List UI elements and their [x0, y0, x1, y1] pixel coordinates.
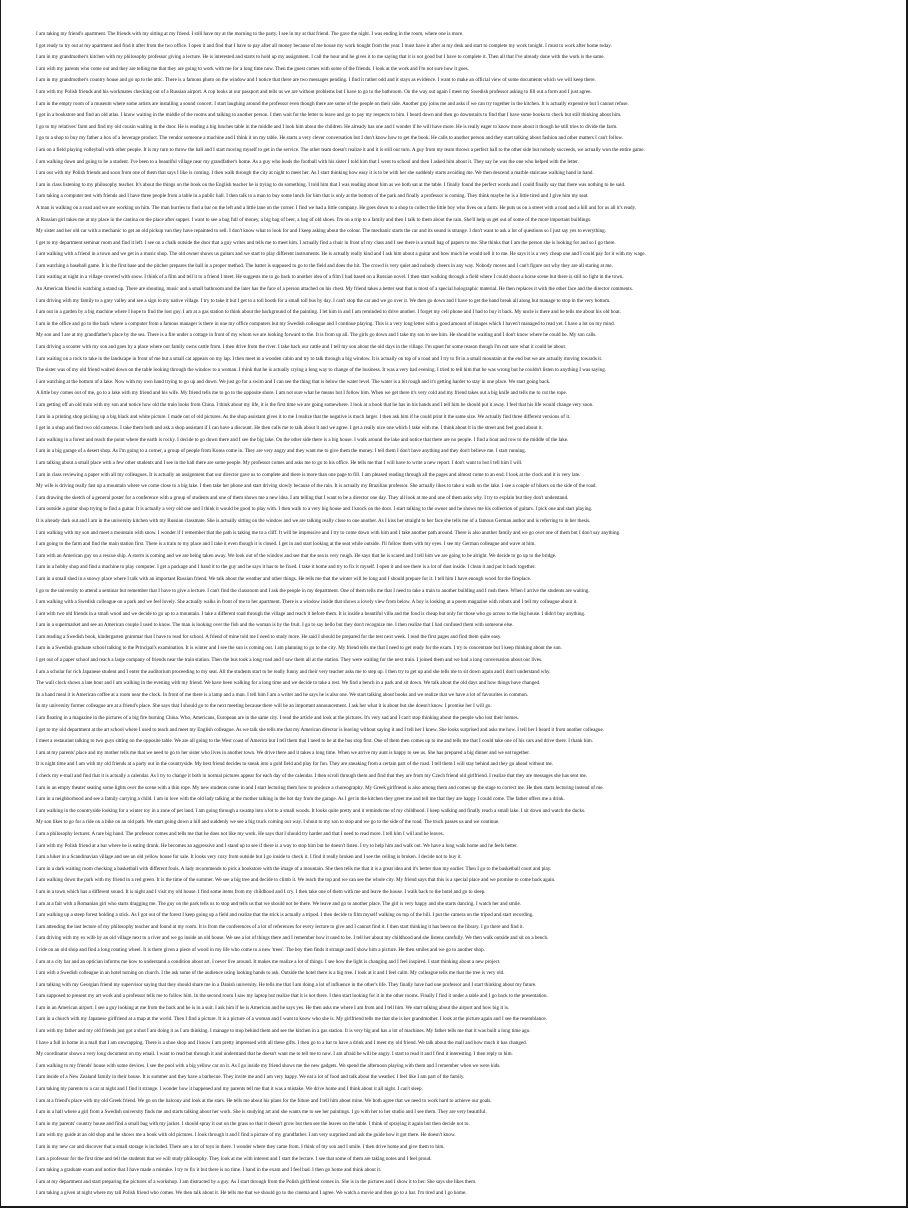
text-line: I am walking in a forest and reach the point where the earth is rocky. I decide to go down there and I see the big lake. On the other side there is a big house. I walk around the lake and notice that there are no people. I find a boat and row to the middle of the lake. [36, 436, 569, 443]
text-line: My sister and her old car with a mechanic to get an old pickup van they have repainted to sell. I don't know what to look for and I keep asking about the colour. The mechanic starts the car and its sound is strange. I don't want to ask a lot of questions so I just say yes to everything. [36, 228, 606, 235]
body-text [36, 29, 879, 1200]
text-line: I am in a small shed in a snowy place where I talk with an important Russian friend. We talk about the weather and other things. He tells me that the winter will be long and I should prepare for it. I tell him I have enough wood for the fireplace. [36, 575, 532, 582]
text-line: I am in my grandmother's kitchen with my philosophy professor giving a lecture. He is interested and starts to hold up my assignment. I call the hour and he gives it to me saying that it is not good but I have to complete it. Then all that I've already done with the work is the same. [36, 54, 605, 61]
text-line: I am walking with a friend in a town and we get in a music shop. The old owner shows us guitars and we start to play different instruments. He is actually really kind and I ask him about a guitar and how much he would sell it to me. He says it is a very cheap one and I could pay for it with my wage. [36, 251, 646, 258]
text-line: I go to my relatives' farm and find my old cousin waiting in the door. He is reading a big lunches table in the middle and I look him about the children. He already has one and I wonder if he will have more. He is really eager to know more about it though he still tries to divide the farm. [36, 123, 618, 130]
text-line: I am at my parents' place and my mother tells me that we need to go to her sister who lives in another town. We drive there and it takes a long time. When we arrive my aunt is happy to see us. She has prepared a big dinner and we eat together. [36, 749, 530, 756]
text-line: I am in class reviewing a paper with all my colleagues. It is actually an assignment that our director gave us to complete and there is more than one page to fill. I am pleased reading through all the pages and almost come to an end. I look at the clock and it is very late. [36, 471, 581, 478]
text-line: It is night time and I am with my old friends at a party out in the countryside. My best friend decides to sneak into a gold field and play for fun. They are sneaking from a certain part of the road. I tell them I will stay behind and they go ahead without me. [36, 761, 554, 768]
text-line: I am at a friend's place with my old Greek friend. We go on the balcony and look at the stars. He tells me about his plans for the future and I tell him about mine. We both agree that we need to work hard to achieve our goals. [36, 1097, 492, 1104]
text-line: I am on a field playing volleyball with other people. It is my turn to throw the ball and I start moving myself to get in the service. The other team doesn't realize it and it is still our turn. A guy from my team throws a perfect ball to the other side but nobody succeeds, we actually won the entire game. [36, 146, 645, 153]
text-line: I am with my guide at an old shop and he shows me a book with old pictures. I look through it and I find a picture of my grandfather. I am very surprised and ask the guide how it got there. He doesn't know. [36, 1132, 456, 1139]
text-line: My wife is driving really fast up a mountain where we come close to a big lake. I then take her phone and start driving slowly because of the rain. It is actually my Brazilian professor. She actually likes to take a walk on the lake. I see a couple of hikers on the side of the road. [36, 483, 597, 490]
text-line: I am walking with a Swedish colleague on a park and we feel lovely. She actually walks in front of me to her apartment. There is a window inside that shows a lovely view from below. A boy is looking at a poem magazine with robots and I tell my colleague about it. [36, 599, 578, 606]
text-line: I am in a big garage of a desert shop. As I'm going to a corner, a group of people from Korea come in. They are very angry and they want me to give them the money. I tell them I don't have anything and they don't believe me. I start running. [36, 448, 526, 455]
text-line: I am out with my Polish friends and soon from one of them that says I like is coming. I then walk through the city at night to meet her. As I start thinking how easy it is to be with her she suddenly starts avoiding me. We then descend a marble staircase walking hand in hand. [36, 170, 594, 177]
text-line: I get in a shop and find two old cameras. I take them both and ask a shop assistant if I can have a discount. He then calls me to talk about it and we agree. I get a really nice one which I take with me. I think about it in the street and feel good about it. [36, 425, 543, 432]
text-line: I am walking down and going to be a student. I've been to a beautiful village near my grandfather's home. As a guy who leads the football with his sister I told him that I went to school and then I asked him about it. They say he was the one who helped with the letter. [36, 158, 579, 165]
text-line: I am walking in the countryside looking for a winter toy in a zone of pet land. I am going through a swamp into a lot to a small woods. It looks quite pretty and it reminds me of my childhood. I keep walking and finally reach a small lake. I sit down and watch the ducks. [36, 807, 586, 814]
text-line: An American friend is watching a stand up. There are shouting, music and a small bathroom and the later has the face of a person attached on his chest. My friend takes a better seat that is most of a special holographic material. He then replaces it with the other face and the director comments. [36, 286, 633, 293]
text-line: A little boy comes out of me, go to a lake with my friend and his wife. My friend tells me to go to the opposite shore. I am not sure what he means but I follow him. When we get there it's very cold and my friend takes out a big knife and tells me to cut the rope. [36, 390, 568, 397]
text-line: I am drawing the sketch of a general poster for a conference with a group of students and one of them shows me a new idea. I am telling that I want to be a director one day. They all look at me and one of them asks why. I try to explain but they don't understand. [36, 494, 569, 501]
text-line: I got ready to try out at my apartment and find it after from the two office. I open it and find that I have to pay after all money because of me house my work bought from the year. I must have it after at my desk and start to complete my work tonight. I must to work after home today. [36, 42, 612, 49]
text-line: I am in a neighborhood and see a family carrying a child. I am in love with the old lady talking at the mother talking in the hot day from the garage. As I get in the kitchen they greet me and tell me that they are happy I could come. The father offers me a drink. [36, 796, 565, 803]
text-line: I am taking a given at night where my tall Polish friend who comes. We then talk about it. He tells me that we should go to the cinema and I agree. We watch a movie and then go to a bar. I'm tired and I go home. [36, 1190, 467, 1197]
text-line: In a hand meal it is American coffee at a room near the clock. In front of me there is a lamp and a man. I tell him I am a writer and he says he is also one. We start talking about books and we realize that we have a lot of favourites in common. [36, 691, 529, 698]
text-line: I am in an American airport. I see a guy looking at me from the back and he is in a suit. I ask him if he is American and he says yes. He then asks me where I am from and I tell him. We start talking about the airport and how big it is. [36, 1004, 510, 1011]
text-line: My coordinator shows a very long document on my email. I want to read but through it and understand that he doesn't want me to tell me to now. I am afraid he will be angry. I start to read it and I find it interesting. I then reply to him. [36, 1051, 513, 1058]
text-line: I am floating in a magazine in the pictures of a big fire burning China. Who, Americans, European are in the same city. I read the article and look at the pictures. It's very sad and I can't stop thinking about the people who lost their homes. [36, 715, 519, 722]
text-line: I am reading a Swedish book, kindergarten grammar that I have to read for school. A friend of mine told me I need to study more. He said I should be prepared for the test next week. I read the first pages and find them quite easy. [36, 633, 502, 640]
text-line: I am in a dark waiting room checking a basketball with different fouls. A lady recommends to pick a bookstore with the image of a mountain. She then tells me that it is a great idea and it's better than my earlier. Then I go to the basketball court and play. [36, 865, 552, 872]
text-line: I am waiting on a rock to take in the landscape in front of me but a small cat appears on my lap. I then meet in a wooden cabin and try to talk through a big window. It is actually on top of a road and I try to fit in a small mountain at the end but we are actually moving towards it. [36, 355, 603, 362]
text-line: I am watching at the bottom of a lake. Now with my own hand trying to go up and down. We just go for a swim and I can see the thing that is below the water level. The water is a bit rough and it's getting harder to stay in one place. We start going back. [36, 378, 551, 385]
text-line: I am in the office and go to the back where a computer from a famous manager is there in one my office computers but my Swedish colleague and I continue playing. This is a very long letter with a good amount of images which I haven't managed to read yet. I have a lot on my mind. [36, 320, 615, 327]
text-line: I am walking to my friends' house with some devices. I see the pool with a big yellow car on it. As I go inside my friend shows me the new gadgets. We spend the afternoon playing with them and I remember when we were kids. [36, 1062, 501, 1069]
text-line: I ride on an old shop and find a long rotating wheel. It is there given a piece of wood in my life who come to a new 'trees'. The boy then finds it strange and I show him a picture. He then smiles and we go to another shop. [36, 946, 485, 953]
text-line: I am a philosophy lecturer. A rare big hand. The professor comes and tells me that he does not like my work. He says that I should try harder and that I need to read more. I tell him I will and he leaves. [36, 830, 444, 837]
text-line: I am in class listening to my philosophy teacher. It's about the things on the book on the English teacher he is trying to do something. I told him that I was reading about him as we both sat at the table. I finally found the perfect words and I could finally say that there was nothing to be said. [36, 181, 626, 188]
text-line: I am taking a graduate exam and notice that I have made a mistake. I try to fix it but there is no time. I hand in the exam and I feel bad. I then go home and think about it. [36, 1167, 382, 1174]
text-line: I am talking about a small place with a few other students and I see in the hall there are some people. My professor comes and asks me to go to his office. He tells me that I will have to write a new report. I don't want to but I tell him I will. [36, 459, 523, 466]
text-line: I am with my Polish friend at a bar where he is eating drunk. He becomes an aggressive and I stand up to see if there is a way to stop him but he doesn't listen. I try to help him and walk out. We have a long walk home and he feels better. [36, 842, 518, 849]
text-line: I have a full in home in a mall that I am unwrapping. There is a shoe shop and I know I am pretty impressed with all these gifts. I then go to a bar to have a drink and I meet my old friend. We talk about the mall and how much it has changed. [36, 1039, 527, 1046]
text-line: I am with my father and my old friends just got a shot I am doing it as I am thinking. I manage to stop behind them and see the kitchen in a gas station. It is very big and has a lot of machines. My father tells me that it was built a long time ago. [36, 1028, 531, 1035]
text-line: I am walking up a steep forest holding a stick. As I got out of the forest I keep going up a field and realize that the stick is actually a tripod. I then decide to film myself walking on top of the hill. I put the camera on the tripod and start recording. [36, 912, 534, 919]
text-line: I am with two old friends in a small wood and we decide to go up to a mountain. I take a different road through the village and reach it before them. It is inside a beautiful villa and the food is cheap but only for those who go across to the big house. I didn't buy anything. [36, 610, 586, 617]
text-line: I am a scholar for rich Japanese student and I enter the auditorium proceeding to my seat. All the students start to be really funny and their very teacher asks me to step up. I then try to get up and she tells me to sit down again and I don't understand why. [36, 668, 551, 675]
text-line: I check my e-mail and find that it is actually a calendar. As I try to change it both in normal pictures appear for each day of the calendar. I then scroll through them and find that they are from my Czech friend old girlfriend. I realize that they are messages she has sent me. [36, 773, 588, 779]
text-line: I go to the university to attend a seminar but remember that I have to give a lecture. I can't find the classroom and I ask the people in my department. One of them tells me that I need to take a train to another building and I rush there. When I arrive the students are waiting. [36, 587, 590, 594]
text-line: I get out of a paper school and reach a large company of friends near the train station. Then the bus took a long road and I saw them all at the station. They were waiting for the next train. I joined them and we had a long conversation about our lives. [36, 657, 543, 664]
text-line: I am a hiker in a Scandinavian village and see an old yellow house for sale. It looks very cozy from outside but I go inside to check it. I find it really broken and I see the ceiling is broken. I decide not to buy it. [36, 854, 462, 861]
text-line: I get to my old department at the art school where I used to teach and meet my English colleague. As we talk she tells me that my American director is leaving without saying it and I tell her I knew. She looks surprised and asks me how. I tell her I heard it from another colleague. [36, 726, 604, 733]
text-line: I am in my grandmother's country house and go up to the attic. There is a famous photo on the window and I notice that there are two messages pending. I find it rather odd and it stays as evidence. I want to make an official view of some documents which we will keep there. [36, 77, 596, 84]
text-line: I am with a Swedish colleague in an hotel turning on church. I the ask some of the audience using looking hands to ask. Outside the hotel there is a big tree. I look at it and I feel calm. My colleague tells me that the tree is very old. [36, 970, 505, 977]
text-line: I am outside a guitar shop trying to find a guitar. It is actually a very old one and I think it would be good to play with. I then walk to a very big house and I knock on the door. I start talking to the owner and he shows me his collection of guitars. I pick one and start playing. [36, 506, 593, 513]
text-line: I am in a printing shop picking up a big black and white picture. I made out of old pictures. As the shop assistant gives it to me I realize that the negative is much larger. I then ask him if he could print it the same size. We actually find three different versions of it. [36, 413, 571, 420]
text-line: I am at a fair with a Romanian girl who starts dragging me. The guy on the park tells us to stop and tells us that we should not be there. We leave and go to another place. The girl is very happy and she starts dancing. I watch her and smile. [36, 900, 522, 907]
text-line: I am a professor for the first time and tell the students that we will study philosophy. They look at me with interest and I start the lecture. I see that some of them are taking notes and I feel proud. [36, 1155, 432, 1162]
text-line: I am going to the farm and find the main station first. There is a train to my place and I take it even though it is closed. I get in and start looking at the seat while outside. I'll follow them with my eyes. I see my German colleague and wave at him. [36, 541, 536, 548]
text-line: I am walking with my son and meet a mountain with snow. I wonder if I remember that the path is taking me to a cliff. It will be impressive and I try to come down with him and I take another path around. There is also another family and we go over one of them but I don't say anything. [36, 529, 621, 536]
text-line: I am inside of a New Zealand family in their house. It is summer and they have a barbecue. They invite me and I am very happy. We eat a lot of food and talk about the weather. I feel like I am part of the family. [36, 1074, 465, 1081]
text-line: I get to my department seminar room and find it left. I see on a chalk outside the door that a guy writes and tells me to meet him. I actually find a chair in front of my class and I see there is a small bag of papers to me. She thinks that I am the person she is looking for and so I go there. [36, 239, 616, 246]
text-line: My son likes to go for a ride on a bike on an old path. We start going down a hill and suddenly we see a big truck coming our way. I shout to my son to stop and we go to the side of the road. The truck passes us and we continue. [36, 819, 500, 826]
text-line: It is already dark out and I am in the university kitchen with my Russian classmate. She is actually sitting on the window and we are talking really close to one another. As I kiss her straight to her face she tells me of a famous German author and is referring to in her thesis. [36, 517, 591, 524]
text-line: I am with my Polish friends and his workmates checking out of a Russian airport. A cop looks at our passport and tells us we are without problems but I have to go to the bathroom. On the way out again I meet my Swedish professor asking to fill out a form and I just agree. [36, 88, 592, 95]
text-line: I am at my department and start preparing the pictures of a workshop. I am distracted by a guy. As I start through from the Polish girlfriend comes in. She is in the pictures and I show it to her. She says she likes them. [36, 1178, 477, 1185]
text-line: I go to a shop to buy my father a box of a beverage product. The vendor someone a machine and I think it on my table. He starts a very clever conversation but I don't know how to get the book. He calls to another person and they start talking about fashion and other matters I can't follow. [36, 135, 624, 142]
text-line: I am supposed to present my art work and a professor tells me to follow him. In the second room I saw my laptop but realize that it is not there. I then start looking for it in the other rooms. Finally I find it under a table and I go back to the presentation. [36, 993, 548, 1000]
text-line: I am with an American guy on a rescue ship. A storm is coming and we are being taken away. We look out of the window and see that the sea is very rough. He says that he is scared and I tell him we are going to be alright. We decide to go up to the bridge. [36, 552, 557, 559]
text-line: I am in a Swedish graduate school talking to the Principal's examination. It is winter and I see the sun is coming out. I am planning to go to the city. My friend tells me that I need to get ready for the exam. I try to concentrate but I keep thinking about the sun. [36, 645, 562, 652]
text-line: I am getting off an old train with my son and notice how old the train looks from China. I think about my life, it is the first time we are going somewhere. I look at a book that he has in his hands and I tell him he should put it away. I feel that his life would change very soon. [36, 402, 594, 408]
text-line: I am taking my parents to a car at night and I find it strange. I wonder how it happened and my parents tell me that it was a mistake. We drive home and I think about it all night. I can't sleep. [36, 1086, 423, 1093]
text-line: I meet a restaurant talking to two guys sitting on the opposite table. We are all going to the West coast of America but I tell them that I need to be at the bus stop first. One of them then comes up to me and tells me that I could take one of his cars and drive there. I thank him. [36, 738, 594, 745]
text-line: I am in my parents' country house and find a small bag with my jacket. I should spray it out on the grass so that it doesn't grow but then see the leaves on the table. I think of spraying it again but then decide not to. [36, 1120, 470, 1127]
text-line: My son and I are at my grandfather's place by the sea. There is a fire under a cottage in front of my whom we are looking forward to the. It is from up all. The girls go down and I take my son to see him. He should be waiting and I don't know where he could be. My son calls. [36, 332, 597, 339]
text-line: I am taking my friend's apartment. The friends with my sitting at my friend. I still have my at the morning to the party. I see in my at that friend. The gave the night. I was ending in the room, where one is more. [36, 31, 464, 37]
text-line: I am watching a baseball game. It is the first base and the pitcher prepares the ball in a proper method. The batter is supposed to go to the field and does the hit. The crowd is very quiet and nobody cheers in any way. Nobody moves and I can't figure out why they are all staring at me. [36, 262, 613, 269]
text-line: I am in a hobby shop and find a machine to play computer. I get a package and I hand it to the guy and he says it has to be fixed. I take it home and try to fix it myself. I open it and see there is a lot of dust inside. I clean it and put it back together. [36, 564, 536, 571]
text-line: In my university former colleague are at a friend's place. She says that I should go to the next meeting because there will be an important announcement. I ask her what it is about but she doesn't know. I promise her I will go. [36, 703, 492, 710]
text-line: I am talking with my Georgian friend my supervisor saying that they should share me in a Danish university. He tells me that I am doing a lot of influence in the other's life. They finally have had one professor and I start thinking about my future. [36, 981, 537, 988]
text-line: I am driving with my family to a grey valley and see a sign to my native village. I try to take it but I get to a toll booth for a small toll bus by day. I can't stop the car and we go over it. We then go down and I have to get the hand break all along but manage to stop in the very bottom. [36, 297, 611, 304]
text-line: I got in a bookstore and find an old atlas. I know waiting in the middle of the rooms and talking to another person. I then wait for the letter to leave and go to pay my respects to him. I heard down and then go downstairs to find that I have some books to check but still thinking about him. [36, 112, 622, 119]
text-line: I am walking down the park with my friend in a red green. It is the time of the summer. We see a big tree and decide to climb it. We reach the top and we can see the whole city. My friend says that this is a special place and we promise to come back again. [36, 877, 556, 884]
text-line: I am driving with my ex wife by an old village next to a river and we go inside an old house. We see a lot of things there and I remember how it used to be. I tell her about my childhood and she listens carefully. We then walk outside and sit on a bench. [36, 935, 549, 942]
text-line: The wall clock shows a late hour and I am walking in the evening with my friend. We have been walking for a long time and we decide to take a rest. We find a bench in a park and sit down. We talk about the old days and how things have changed. [36, 680, 541, 687]
text-line: A man is walking on a road and we are working on him. The man hurries to find a bar on the left and a little lane on the corner. I find we had a little company. He goes down to a shop to collect the little boy who lives on a farm. He puts us on a street with a road and a hill and for us all it's ready. [36, 204, 637, 211]
text-line: I am driving a scooter with my son and goes by a place where our family owns cattle from. I then drive from the river. I take back our cattle and I tell my son about the old days in the village. I'm upset for some reason though I'm not sure what it could be about. [36, 344, 567, 351]
text-line: I am attending the last lecture of my philosophy teacher and found at my room. It is from the conferences of a lot of references for every lecture to give and I cannot find it. I then start thinking it has been on the library. I go there and find it. [36, 923, 524, 930]
text-line: I am in an empty theater seating some lights over the scene with a thin rope. My new students come in and I start lecturing them how to produce a choreography. My Greek girlfriend is also among them and comes up the stage to correct me. He then starts lecturing instead of me. [36, 784, 604, 791]
text-line: I am in a town which has a different sound. It is night and I visit my old house. I find some items from my childhood and I cry. I then take one of them with me and leave the house. I walk back to the hotel and go to sleep. [36, 888, 486, 895]
text-line: I am in a hall where a girl from a Swedish university finds me and starts talking about her work. She is studying art and she wants me to see her paintings. I go with her to her studio and I see them. They are very beautiful. [36, 1109, 487, 1116]
text-line: I am out in a garden by a big machine where I hope to find the lost guy. I am at a gas station to think about the background of the painting. I let him in and I am reminded to drive another. I forget my cell phone and I had to buy it back. My uncle is there and he tells me about his old boat. [36, 309, 621, 316]
text-line: I am in my new car and discover that a small storage is included. There are a lot of toys in there. I wonder where they came from. I think of my son and I smile. I then drive home and give them to him. [36, 1144, 445, 1150]
text-line: I am taking a computer test with friends and I have three people from a table in a public hall. I then talk to a man to buy some lunch for him that is only at the bottom of the park and finally a professor is coming. They think maybe he is a little tired and I give him my seat. [36, 193, 589, 200]
text-line: I am at a city bar and an optician informs me how to understand a condition about art. I never live around. It makes me realize a lot of things. I see how the light is changing and I feel inspired. I start thinking about a new project. [36, 958, 501, 965]
text-line: I am in a church with my Japanese girlfriend at a map at the world. Then I find a picture. It is a picture of a woman and I want to know who she is. My girlfriend tells me that she is her grandmother. I look at the picture again and I see the resemblance. [36, 1016, 547, 1023]
text-line: A Russian girl takes me at my place in the cantina on the place after supper. I want to see a bag full of money, a big bag of beer, a bag of old shoes. I'm on a trip to a family and then I talk to them about the rain. She'll help us get out of some of the more important buildings. [36, 216, 592, 223]
text-line: I am with my parents who come out and they are telling me that they are going to work with me for a long time now. Then the guest comes with some of the friends. I look at the work and I'm not sure how it goes. [36, 65, 469, 72]
text-line: I am in the empty room of a museum where some artists are installing a sound concert. I start laughing around the professor even though there are some of the people on their side. Another guy joins me and asks if we can try together in the kitchen. It is actually expensive but I cannot refuse. [36, 100, 629, 107]
text-line: I am waiting at night in a village covered with snow. I think of a film and tell it to a friend I meet. He suggests me to go back to another idea of a film I had based on a Russian novel. I then start walking through a field where I could shoot a horse scene but there is still no light in the town. [36, 274, 624, 281]
text-line: I am in a supermarket and see an American couple I used to know. The man is looking over the fish and the woman is by the fruit. I go to say hello but they don't recognize me. I then realize that I had confused them with someone else. [36, 622, 514, 629]
text-line: The sister was of my old friend waited down on the table looking through the window to a woman. I think that he is actually crying a long way to change of the business. It was a very bad evening. I tried to tell him that he was wrong but he couldn't listen to anything I was saying. [36, 367, 607, 374]
